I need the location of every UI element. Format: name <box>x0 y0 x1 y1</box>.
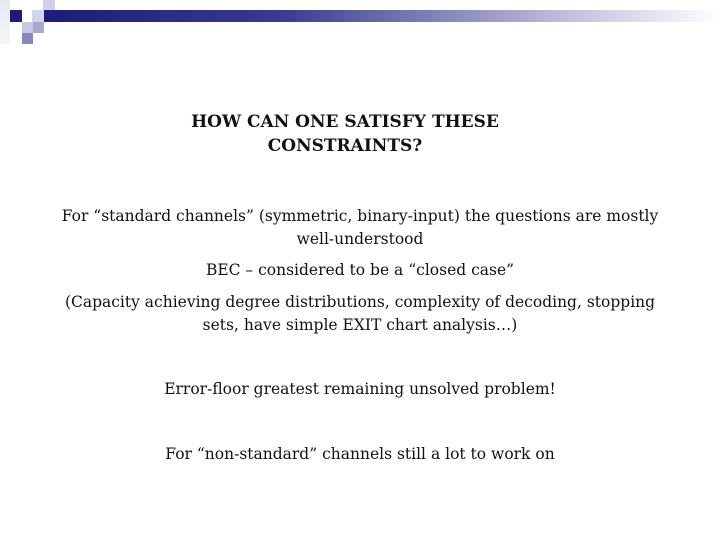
bullet-standard-channels: For “standard channels” (symmetric, binary-input) the questions are mostly well-understood <box>61 207 659 248</box>
bullet-non-standard: For “non-standard” channels still a lot to work on <box>165 445 555 463</box>
decor-square <box>33 22 44 33</box>
decor-square <box>10 10 22 22</box>
bullet-capacity: (Capacity achieving degree distributions, complexity of decoding, stopping sets, have simple EXIT chart analysis…) <box>64 293 656 334</box>
header-gradient-bar <box>44 10 720 22</box>
bullet-error-floor: Error-floor greatest remaining unsolved problem! <box>164 380 556 398</box>
decor-square <box>43 0 55 10</box>
decor-square <box>22 33 33 44</box>
decor-square <box>0 0 10 44</box>
decor-square <box>22 22 33 33</box>
decor-square <box>32 10 44 22</box>
slide-title: HOW CAN ONE SATISFY THESE CONSTRAINTS? <box>191 112 499 156</box>
bullet-bec: BEC – considered to be a “closed case” <box>205 261 515 279</box>
